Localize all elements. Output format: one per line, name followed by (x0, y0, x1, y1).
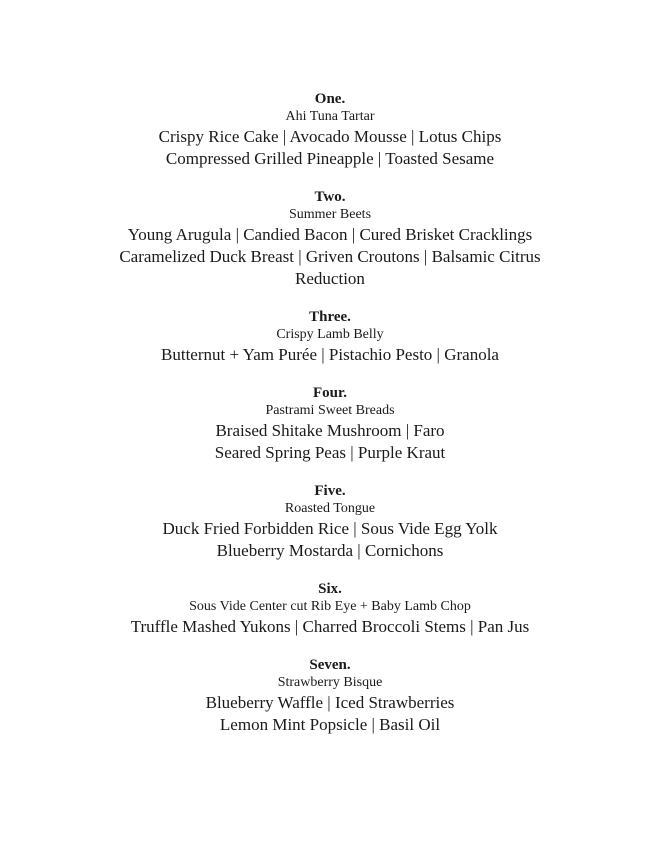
course-title: One. (314, 91, 346, 107)
course-title: Five. (314, 483, 346, 499)
tasting-menu (0, 90, 660, 754)
course-seven (0, 656, 660, 736)
dish-name: Ahi Tuna Tartar (285, 109, 375, 124)
dish-name: Sous Vide Center cut Rib Eye + Baby Lamb Chop (189, 599, 471, 614)
course-four (0, 384, 660, 464)
course-six (0, 580, 660, 638)
dish-components: Blueberry Mostarda | Cornichons (216, 541, 444, 560)
course-title: Six. (318, 581, 342, 597)
course-title: Three. (309, 309, 351, 325)
dish-components: Seared Spring Peas | Purple Kraut (214, 443, 446, 462)
dish-components: Young Arugula | Candied Bacon | Cured Brisket Cracklings (127, 225, 533, 244)
dish-components: Butternut + Yam Purée | Pistachio Pesto | Granola (161, 345, 499, 364)
dish-name: Roasted Tongue (284, 501, 376, 516)
dish-components: Braised Shitake Mushroom | Faro (215, 421, 445, 440)
dish-name: Crispy Lamb Belly (276, 327, 384, 342)
dish-components: Crispy Rice Cake | Avocado Mousse | Lotus Chips (158, 127, 502, 146)
course-one (0, 90, 660, 170)
dish-name: Summer Beets (288, 207, 372, 222)
dish-components: Caramelized Duck Breast | Griven Croutons | Balsamic Citrus Reduction (119, 247, 541, 288)
course-title: Seven. (309, 657, 351, 673)
dish-name: Pastrami Sweet Breads (265, 403, 395, 418)
course-three (0, 308, 660, 366)
dish-components: Duck Fried Forbidden Rice | Sous Vide Egg Yolk (162, 519, 498, 538)
course-title: Four. (312, 385, 348, 401)
dish-components: Truffle Mashed Yukons | Charred Broccoli Stems | Pan Jus (130, 617, 530, 636)
course-title: Two. (314, 189, 346, 205)
course-two (0, 188, 660, 290)
course-five (0, 482, 660, 562)
dish-components: Blueberry Waffle | Iced Strawberries (205, 693, 455, 712)
dish-components: Compressed Grilled Pineapple | Toasted Sesame (165, 149, 495, 168)
dish-name: Strawberry Bisque (277, 675, 383, 690)
dish-components: Lemon Mint Popsicle | Basil Oil (219, 715, 441, 734)
